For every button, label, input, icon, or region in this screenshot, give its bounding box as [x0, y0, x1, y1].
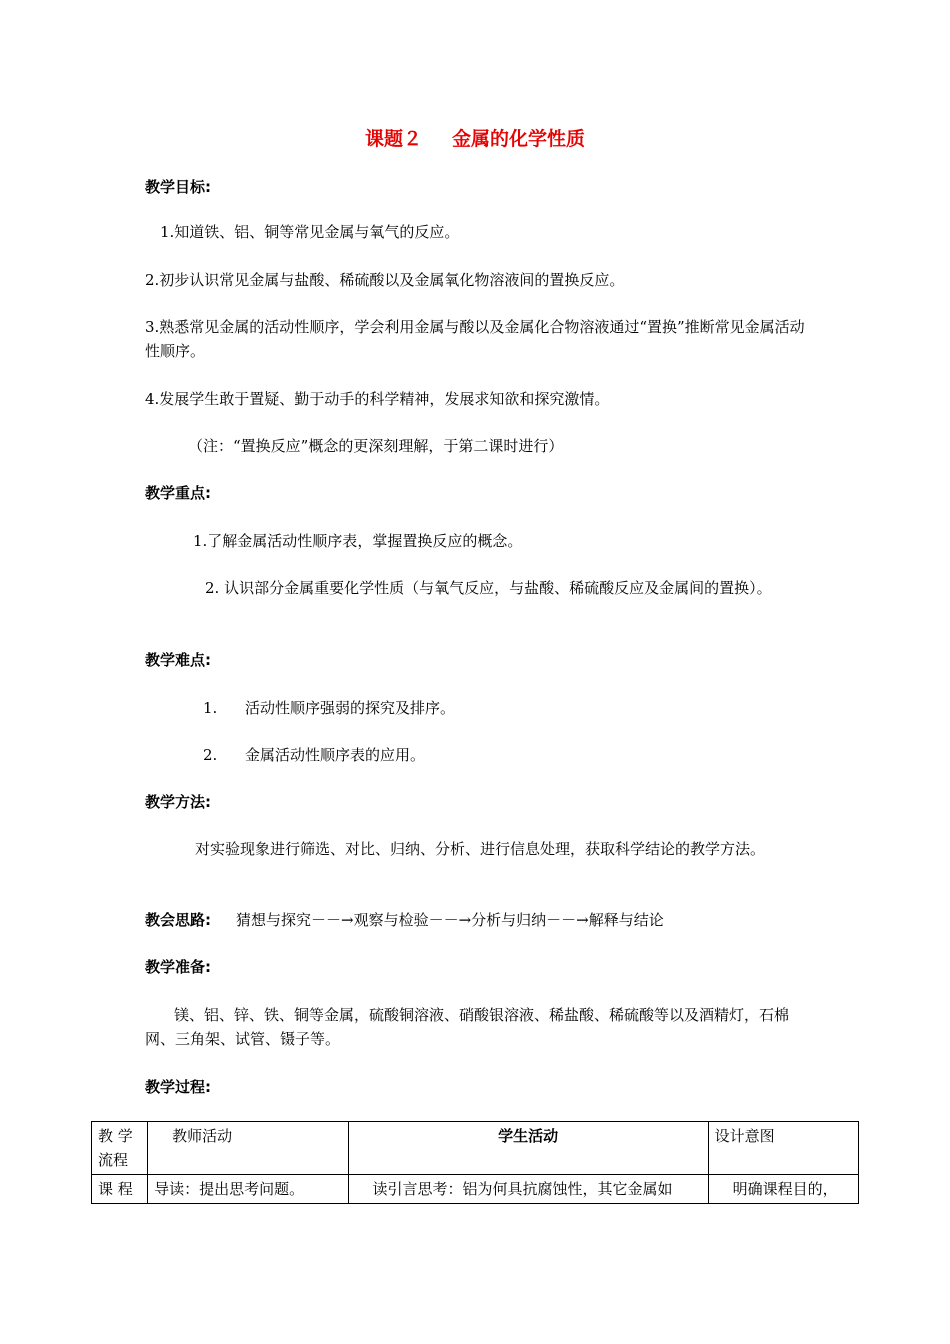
- header-stage: 教 学 流程: [92, 1122, 148, 1175]
- preparation-heading: 教学准备:: [145, 958, 211, 976]
- preparation-text: 镁、铝、锌、铁、铜等金属，硫酸铜溶液、硝酸银溶液、稀盐酸、稀硫酸等以及酒精灯，石棉网、三角架、试管、镊子等。: [145, 1006, 790, 1048]
- approach-text: 猜想与探究－－→观察与检验－－→分析与归纳－－→解释与结论: [236, 911, 664, 929]
- header-student: 学生活动: [348, 1122, 708, 1175]
- methods-heading: 教学方法:: [145, 793, 211, 811]
- objectives-note: （注：“置换反应”概念的更深刻理解，于第二课时进行）: [188, 437, 564, 455]
- header-teacher: 教师活动: [148, 1122, 348, 1175]
- title-topic: 金属的化学性质: [452, 128, 586, 150]
- table-row: [92, 1175, 859, 1204]
- key-points-heading: 教学重点:: [145, 484, 211, 502]
- methods-text: 对实验现象进行筛选、对比、归纳、分析、进行信息处理，获取科学结论的教学方法。: [195, 840, 766, 858]
- process-heading: 教学过程:: [145, 1078, 211, 1096]
- objective-item-4: 4.发展学生敢于置疑、勤于动手的科学精神，发展求知欲和探究激情。: [145, 390, 610, 408]
- objective-item-2: 2.初步认识常见金属与盐酸、稀硫酸以及金属氧化物溶液间的置换反应。: [145, 271, 625, 289]
- key-point-item-2: 2. 认识部分金属重要化学性质（与氧气反应，与盐酸、稀硫酸反应及金属间的置换）。: [205, 579, 772, 597]
- objectives-heading: 教学目标:: [145, 178, 211, 196]
- page-title: [0, 124, 950, 151]
- difficulty-number-2: 2.: [203, 746, 218, 764]
- difficulty-number-1: 1.: [203, 699, 218, 717]
- row-intent: 明确课程目的，: [708, 1175, 858, 1204]
- row-teacher: 导读：提出思考问题。: [148, 1175, 348, 1204]
- approach-heading: 教会思路:: [145, 911, 211, 929]
- difficulty-text-1: 活动性顺序强弱的探究及排序。: [245, 699, 456, 717]
- row-stage: 课 程: [92, 1175, 148, 1204]
- difficulty-text-2: 金属活动性顺序表的应用。: [245, 746, 426, 764]
- table-header-row: [92, 1122, 859, 1175]
- difficulties-heading: 教学难点:: [145, 651, 211, 669]
- header-intent: 设计意图: [708, 1122, 858, 1175]
- objective-item-1: 1.知道铁、铝、铜等常见金属与氧气的反应。: [160, 223, 460, 241]
- row-student: 读引言思考：铝为何具抗腐蚀性，其它金属如: [348, 1175, 708, 1204]
- key-point-item-1: 1.了解金属活动性顺序表，掌握置换反应的概念。: [193, 532, 523, 550]
- title-lesson-number: 课题２: [364, 128, 422, 150]
- objective-item-3: 3.熟悉常见金属的活动性顺序，学会利用金属与酸以及金属化合物溶液通过“置换”推断常见金属活动性顺序。: [145, 318, 805, 360]
- process-table: [91, 1121, 859, 1204]
